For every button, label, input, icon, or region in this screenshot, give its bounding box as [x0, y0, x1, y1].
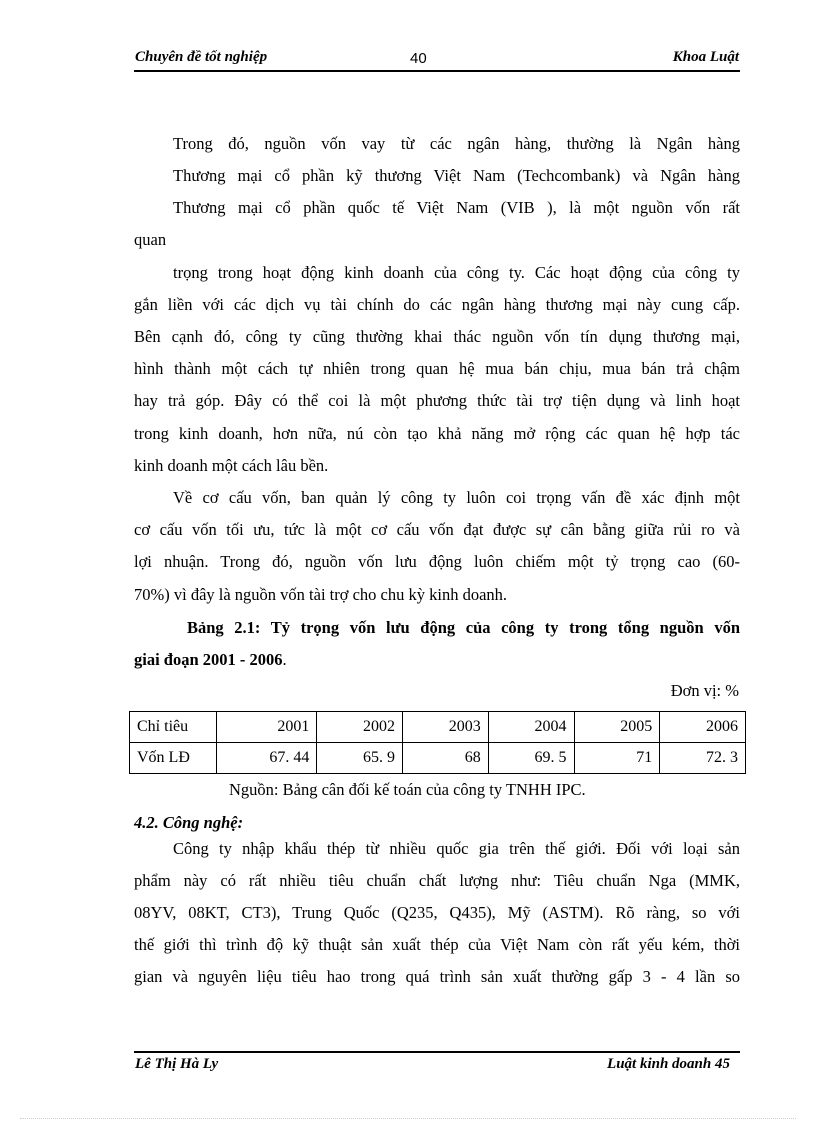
page-edge-divider — [20, 1118, 796, 1119]
table-cell: 67. 44 — [217, 743, 317, 774]
table-caption-line2 — [134, 649, 740, 671]
header-right: Khoa Luật — [672, 49, 739, 65]
text-line: thế giới thì trình độ kỹ thuật sản xuất thép của Việt Nam còn rất yếu kém, thời — [134, 935, 740, 954]
table-cell: 72. 3 — [660, 743, 746, 774]
table-header-cell: 2003 — [403, 712, 489, 743]
footer-rule — [134, 1051, 740, 1053]
table-header-cell: Chỉ tiêu — [130, 712, 217, 743]
text-line: Thương mại cổ phần quốc tế Việt Nam (VIB ), là một nguồn vốn rất — [173, 198, 740, 217]
footer-right: Luật kinh doanh 45 — [607, 1056, 730, 1072]
table-cell: Vốn LĐ — [130, 743, 217, 774]
table-cell: 69. 5 — [488, 743, 574, 774]
table-header-row — [130, 712, 746, 743]
text-line: trọng trong hoạt động kinh doanh của công ty. Các hoạt động của công ty — [173, 263, 740, 282]
text-line: 70%) vì đây là nguồn vốn tài trợ cho chu kỳ kinh doanh. — [134, 585, 508, 604]
table-header-cell: 2005 — [574, 712, 660, 743]
text-line: cơ cấu vốn tối ưu, tức là một cơ cấu vốn đạt được sự cân bằng giữa rủi ro và — [134, 520, 740, 539]
text-line: trong kinh doanh, hơn nữa, nú còn tạo khả năng mở rộng các quan hệ hợp tác — [134, 424, 740, 443]
text-line: Bên cạnh đó, công ty cũng thường khai thác nguồn vốn tín dụng thương mại, — [134, 327, 740, 346]
table-row — [130, 743, 746, 774]
text-line: phẩm này có rất nhiều tiêu chuẩn chất lượng như: Tiêu chuẩn Nga (MMK, — [134, 871, 740, 890]
header-rule — [134, 70, 740, 72]
page-number: 40 — [410, 50, 427, 67]
section-heading: 4.2. Công nghệ: — [134, 813, 244, 832]
text-line: Trong đó, nguồn vốn vay từ các ngân hàng, thường là Ngân hàng — [173, 134, 740, 153]
table-cell: 65. 9 — [317, 743, 403, 774]
unit-label: Đơn vị: % — [670, 681, 739, 700]
header-left: Chuyên đề tốt nghiệp — [135, 49, 268, 65]
table-header-cell: 2004 — [488, 712, 574, 743]
text-line: Về cơ cấu vốn, ban quản lý công ty luôn coi trọng vấn đề xác định một — [173, 488, 740, 507]
table-caption-period: giai đoạn 2001 - 2006 — [134, 650, 283, 669]
text-line: gian và nguyên liệu tiêu hao trong quá trình sản xuất thường gấp 3 - 4 lần so — [134, 967, 740, 986]
text-line: hình thành một cách tự nhiên trong quan hệ mua bán chịu, mua bán trả chậm — [134, 359, 740, 378]
text-line: 08YV, 08KT, CT3), Trung Quốc (Q235, Q435), Mỹ (ASTM). Rõ ràng, so với — [134, 903, 740, 922]
text-line: kinh doanh một cách lâu bền. — [134, 456, 329, 475]
data-table — [129, 711, 746, 774]
text-line: Thương mại cổ phần kỹ thương Việt Nam (Techcombank) và Ngân hàng — [173, 166, 740, 185]
source-note: Nguồn: Bảng cân đối kế toán của công ty TNHH IPC. — [229, 780, 586, 799]
footer-left: Lê Thị Hà Ly — [135, 1056, 219, 1072]
table-cell: 71 — [574, 743, 660, 774]
text-line: lợi nhuận. Trong đó, nguồn vốn lưu động luôn chiếm một tỷ trọng cao (60- — [134, 552, 740, 571]
text-line: Công ty nhập khẩu thép từ nhiều quốc gia trên thế giới. Đối với loại sản — [173, 839, 740, 858]
text-line: gắn liền với các dịch vụ tài chính do các ngân hàng thương mại này cung cấp. — [134, 295, 740, 314]
table-caption-dot: . — [282, 650, 287, 669]
table-header-cell: 2002 — [317, 712, 403, 743]
table-header-cell: 2006 — [660, 712, 746, 743]
table-cell: 68 — [403, 743, 489, 774]
table-header-cell: 2001 — [217, 712, 317, 743]
table-caption: Bảng 2.1: Tỷ trọng vốn lưu động của công ty trong tổng nguồn vốn — [187, 618, 740, 637]
text-line: quan — [134, 230, 167, 249]
text-line: hay trả góp. Đây có thể coi là một phương thức tài trợ tiện dụng và linh hoạt — [134, 391, 740, 410]
